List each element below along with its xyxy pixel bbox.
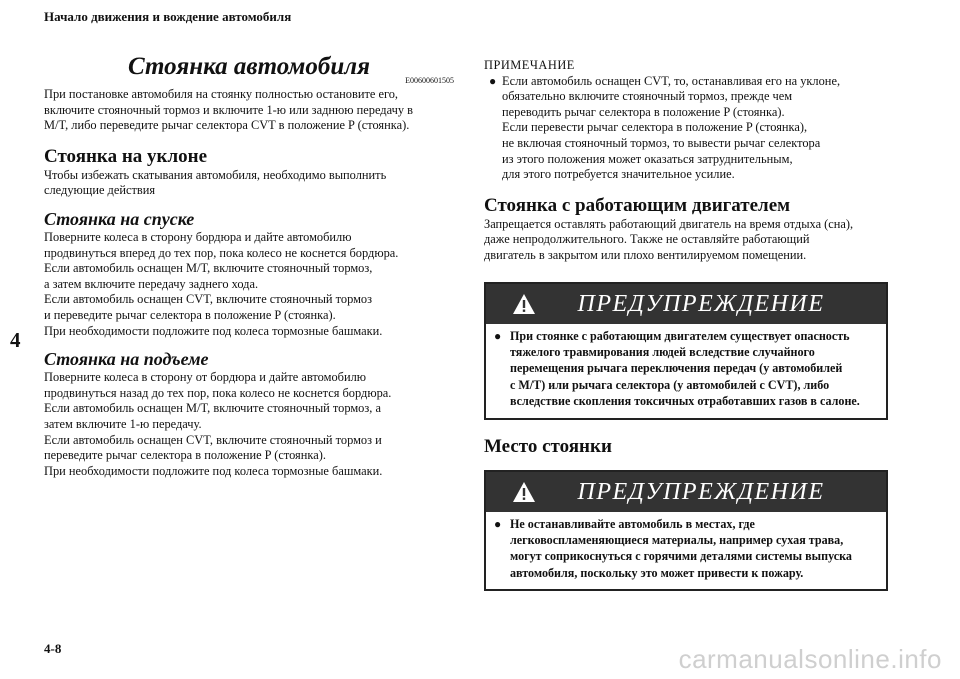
text-line: с M/T) или рычага селектора (у автомобилей с CVT), либо — [510, 377, 830, 392]
bullet-icon: ● — [489, 73, 497, 88]
text-line: продвинуться назад до тех пор, пока колесо не коснется бордюра. — [44, 385, 392, 400]
page-title: Стоянка автомобиля — [128, 53, 370, 80]
text-line: автомобиля, поскольку это может привести к пожару. — [510, 565, 804, 580]
page-number: 4-8 — [44, 641, 62, 656]
text-line: Не останавливайте автомобиль в местах, где — [510, 516, 755, 531]
warning-header — [486, 472, 886, 512]
heading-slope: Стоянка на уклоне — [44, 145, 208, 167]
warning-body — [486, 324, 886, 418]
text-line: двигатель в закрытом или плохо вентилируемом помещении. — [484, 247, 807, 262]
warning-item — [494, 328, 876, 410]
text-line: При постановке автомобиля на стоянку полностью остановите его, — [44, 87, 399, 101]
text-line: из этого положения может оказаться затруднительным, — [502, 151, 793, 166]
text-line: перемещения рычага переключения передач (у автомобилей — [510, 361, 843, 376]
text-line: и переведите рычаг селектора в положение P (стоянка). — [44, 307, 336, 322]
note-label: ПРИМЕЧАНИЕ — [484, 58, 575, 72]
warning-triangle-icon — [512, 293, 536, 315]
text-line: включите стояночный тормоз и включите 1-ю или заднюю передачу в — [44, 102, 413, 117]
text-line: Запрещается оставлять работающий двигатель на время отдыха (сна), — [484, 216, 854, 231]
warning-triangle-icon — [512, 481, 536, 503]
section-header: Начало движения и вождение автомобиля — [44, 9, 292, 24]
text-line: При необходимости подложите под колеса тормозные башмаки. — [44, 463, 383, 478]
watermark: carmanualsonline.info — [678, 644, 942, 674]
text-line: а затем включите передачу заднего хода. — [44, 276, 259, 291]
text-line: Если автомобиль оснащен CVT, включите стояночный тормоз и — [44, 432, 382, 447]
text-line: легковоспламеняющиеся материалы, например сухая трава, — [510, 532, 844, 547]
right-column — [484, 58, 900, 591]
intro-paragraph — [44, 87, 454, 134]
downhill-paragraph — [44, 230, 454, 339]
text-line: Чтобы избежать скатывания автомобиля, необходимо выполнить — [44, 167, 387, 182]
text-line: Поверните колеса в сторону бордюра и дайте автомобилю — [44, 229, 352, 244]
text-line: M/T, либо переведите рычаг селектора CVT в положение P (стоянка). — [44, 118, 410, 133]
slope-paragraph — [44, 168, 454, 199]
warning-item — [494, 516, 876, 582]
warning-box-place — [484, 470, 888, 592]
text-line: затем включите 1-ю передачу. — [44, 416, 202, 431]
text-line: переводить рычаг селектора в положение P (стоянка). — [502, 104, 785, 119]
text-line: Если автомобиль оснащен CVT, то, останавливая его на уклоне, — [502, 73, 841, 88]
bullet-icon: ● — [494, 516, 502, 531]
text-line: переведите рычаг селектора в положение P (стоянка). — [44, 448, 326, 463]
text-line: вследствие скопления токсичных отработавших газов в салоне. — [510, 394, 860, 409]
uphill-paragraph — [44, 370, 454, 479]
warning-title: ПРЕДУПРЕЖДЕНИЕ — [577, 478, 825, 505]
text-line: следующие действия — [44, 183, 156, 198]
text-line: Если перевести рычаг селектора в положение P (стоянка), — [502, 120, 808, 135]
text-line: Если автомобиль оснащен M/T, включите стояночный тормоз, а — [44, 401, 381, 416]
note-item — [484, 74, 900, 183]
text-line: Если автомобиль оснащен M/T, включите стояночный тормоз, — [44, 261, 373, 276]
heading-uphill: Стоянка на подъеме — [44, 349, 209, 370]
warning-title: ПРЕДУПРЕЖДЕНИЕ — [577, 290, 825, 317]
chapter-tab: 4 — [10, 328, 21, 352]
text-line: не включая стояночный тормоз, то вывести рычаг селектора — [502, 135, 821, 150]
text-line: Поверните колеса в сторону от бордюра и дайте автомобилю — [44, 370, 367, 385]
text-line: тяжелого травмирования людей вследствие случайного — [510, 344, 815, 359]
text-line: могут соприкоснуться с горячими деталями системы выпуска — [510, 549, 852, 564]
bullet-icon: ● — [494, 328, 502, 343]
heading-downhill: Стоянка на спуске — [44, 208, 195, 229]
heading-engine-running: Стоянка с работающим двигателем — [484, 194, 791, 216]
document-code: E00600601505 — [405, 76, 454, 85]
text-line: При необходимости подложите под колеса тормозные башмаки. — [44, 323, 383, 338]
warning-header — [486, 284, 886, 324]
text-line: Если автомобиль оснащен CVT, включите стояночный тормоз — [44, 292, 373, 307]
heading-parking-place: Место стоянки — [484, 435, 612, 457]
text-line: При стоянке с работающим двигателем существует опасность — [510, 328, 850, 343]
text-line: обязательно включите стояночный тормоз, прежде чем — [502, 89, 793, 104]
engine-paragraph — [484, 217, 900, 264]
text-line: для этого потребуется значительное усилие. — [502, 167, 735, 182]
left-column — [44, 52, 454, 479]
warning-body — [486, 512, 886, 590]
warning-box-engine — [484, 282, 888, 420]
text-line: даже непродолжительного. Также не оставляйте работающий — [484, 232, 810, 247]
text-line: продвинуться вперед до тех пор, пока колесо не коснется бордюра. — [44, 245, 399, 260]
